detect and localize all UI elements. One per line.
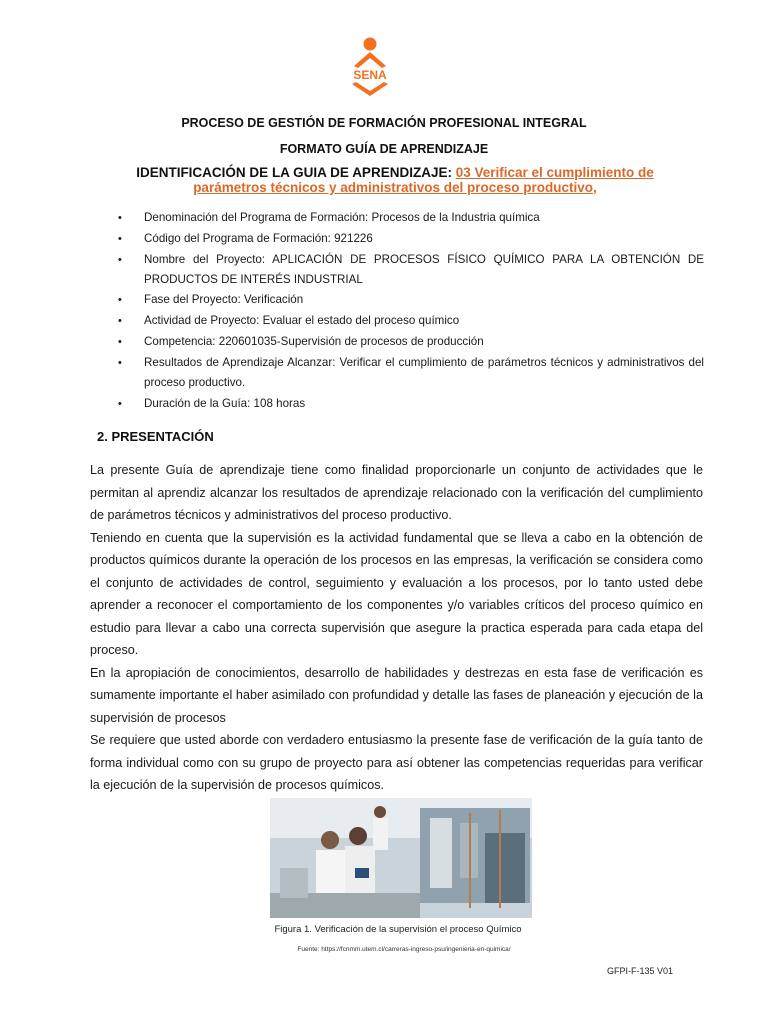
paragraph: Teniendo en cuenta que la supervisión es la actividad fundamental que se lleva a cabo en la obtención de productos químicos durante la operación de los procesos en las empresas, la verificación se considera como el conjunto de actividades de control, seguimiento y evaluación a los procesos, por lo tanto usted debe aprender a reconocer el comportamiento de los componentes y/o variables críticos del proceso químico en estudio para llevar a cabo una correcta supervisión que asegure la practica esperada para cada etapa del proceso. — [90, 530, 703, 657]
paragraph: En la apropiación de conocimientos, desarrollo de habilidades y destrezas en esta fase de verificación es sumamente importante el haber asimilado con profundidad y detalle las fases de planeación y ejecución de la supervisión de procesos — [90, 665, 703, 725]
info-item-phase: • Fase del Proyecto: Verificación — [118, 290, 704, 310]
guide-title-link[interactable]: 03 Verificar el cumplimiento de parámetros técnicos y administrativos del proceso productivo, — [193, 165, 654, 195]
figure-source: Fuente: https://fcnmm.utem.cl/carreras-ingreso-psu/ingenieria-en-quimica/ — [297, 946, 511, 953]
lab-photo — [270, 798, 532, 918]
logo-text: SENA — [353, 68, 387, 82]
info-item-duration: • Duración de la Guía: 108 horas — [118, 394, 704, 414]
info-item-program: • Denominación del Programa de Formación: Procesos de la Industria química — [118, 208, 704, 228]
guide-label: IDENTIFICACIÓN DE LA GUIA DE APRENDIZAJE: — [136, 165, 452, 180]
paragraph: Se requiere que usted aborde con verdadero entusiasmo la presente fase de verificación de la guía tanto de forma individual como con su grupo de proyecto para así obtener las competencias requeridas para verificar la ejecución de la supervisión de procesos químicos. — [90, 733, 703, 792]
info-item-code: • Código del Programa de Formación: 921226 — [118, 229, 704, 249]
info-item-competence: • Competencia: 220601035-Supervisión de procesos de producción — [118, 332, 704, 352]
info-item-activity: • Actividad de Proyecto: Evaluar el estado del proceso químico — [118, 311, 704, 331]
info-list — [118, 208, 704, 414]
figure-caption: Figura 1. Verificación de la supervisión el proceso Químico — [274, 924, 522, 935]
sena-logo — [340, 36, 400, 98]
presentation-body — [90, 459, 703, 797]
document-code: GFPI-F-135 V01 — [607, 966, 674, 976]
info-item-results: • Resultados de Aprendizaje Alcanzar: Verificar el cumplimiento de parámetros técnicos y administrativos del proceso productivo. — [118, 353, 704, 393]
section-title-presentation: 2. PRESENTACIÓN — [97, 429, 214, 444]
format-title: FORMATO GUÍA DE APRENDIZAJE — [279, 142, 489, 156]
paragraph: La presente Guía de aprendizaje tiene como finalidad proporcionarle un conjunto de actividades que le permitan al aprendiz alcanzar los resultados de aprendizaje relacionado con la verificación del cumplimiento de parámetros técnicos y administrativos del proceso productivo. — [90, 463, 703, 522]
process-title: PROCESO DE GESTIÓN DE FORMACIÓN PROFESIONAL INTEGRAL — [181, 116, 587, 130]
info-item-project: • Nombre del Proyecto: APLICACIÓN DE PROCESOS FÍSICO QUÍMICO PARA LA OBTENCIÓN DE PRODUCTOS DE INTERÉS INDUSTRIAL — [118, 250, 704, 290]
guide-identification — [110, 165, 680, 195]
